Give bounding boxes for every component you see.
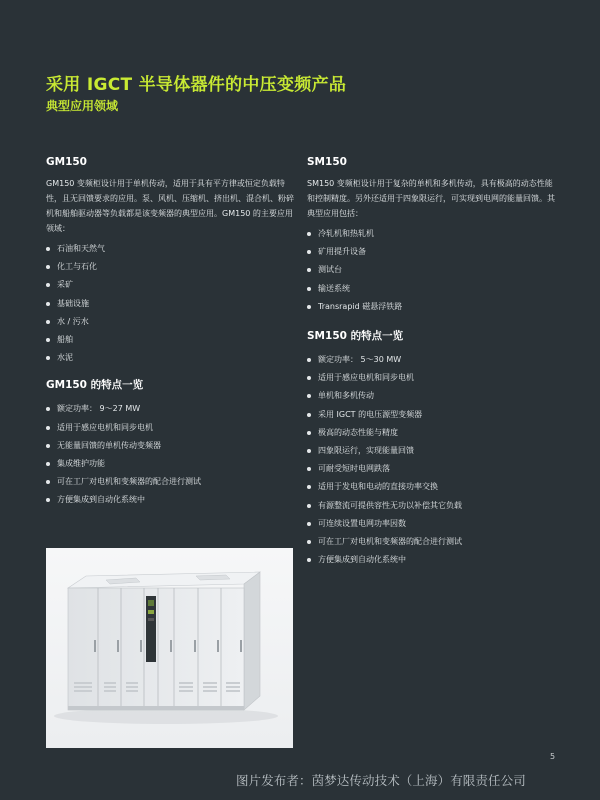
list-item: 采矿 [46,276,296,294]
page-number: 5 [550,752,556,761]
product-photo [46,548,293,748]
gm150-applications-list [46,240,296,367]
gm150-heading: GM150 [46,156,87,168]
list-item: 采用 IGCT 的电压源型变频器 [307,406,557,424]
sm150-features-heading: SM150 的特点一览 [307,330,404,343]
list-item: 船舶 [46,331,296,349]
list-item: 集成维护功能 [46,455,296,473]
list-item: 可耐受短时电网跌落 [307,460,557,478]
bullet-icon [307,232,311,236]
list-item: 水 / 污水 [46,313,296,331]
bullet-icon [307,558,311,562]
bullet-icon [46,247,50,251]
bullet-icon [307,431,311,435]
bullet-icon [307,413,311,417]
bullet-icon [307,268,311,272]
bullet-icon [46,338,50,342]
list-item: 四象限运行，实现能量回馈 [307,442,557,460]
bullet-icon [46,426,50,430]
list-item: 额定功率： 5～30 MW [307,351,557,369]
list-item: 基础设施 [46,295,296,313]
bullet-icon [307,376,311,380]
list-item: 方便集成到自动化系统中 [46,491,296,509]
bullet-icon [46,498,50,502]
list-item: 石油和天然气 [46,240,296,258]
sm150-applications-list [307,225,557,316]
page-title: 采用 IGCT 半导体器件的中压变频产品 [46,75,347,95]
gm150-features-heading: GM150 的特点一览 [46,379,144,392]
bullet-icon [46,320,50,324]
bullet-icon [46,302,50,306]
list-item: 冷轧机和热轧机 [307,225,557,243]
bullet-icon [307,449,311,453]
bullet-icon [307,504,311,508]
drive-cabinet-image [46,548,293,748]
list-item: 适用于感应电机和同步电机 [307,369,557,387]
gm150-features-list [46,400,296,509]
section-subtitle: 典型应用领域 [46,99,119,113]
image-credit: 图片发布者：茵梦达传动技术（上海）有限责任公司 [236,773,526,788]
list-item: 测试台 [307,261,557,279]
list-item: Transrapid 磁悬浮铁路 [307,298,557,316]
bullet-icon [46,283,50,287]
list-item: 水泥 [46,349,296,367]
sm150-column [307,156,557,569]
sm150-description: SM150 变频柜设计用于复杂的单机和多机传动，具有极高的动态性能和控制精度。另外还适用于四象限运行，可实现到电网的能量回馈。其典型应用包括： [307,179,555,218]
bullet-icon [307,305,311,309]
sm150-heading: SM150 [307,156,347,168]
bullet-icon [46,480,50,484]
bullet-icon [46,407,50,411]
bullet-icon [46,444,50,448]
list-item: 方便集成到自动化系统中 [307,551,557,569]
list-item: 可在工厂对电机和变频器的配合进行测试 [46,473,296,491]
list-item: 额定功率： 9～27 MW [46,400,296,418]
list-item: 极高的动态性能与精度 [307,424,557,442]
list-item: 化工与石化 [46,258,296,276]
list-item: 输送系统 [307,280,557,298]
list-item: 适用于感应电机和同步电机 [46,419,296,437]
bullet-icon [307,250,311,254]
list-item: 无能量回馈的单机传动变频器 [46,437,296,455]
bullet-icon [307,358,311,362]
bullet-icon [307,467,311,471]
bullet-icon [46,265,50,269]
bullet-icon [307,540,311,544]
bullet-icon [46,356,50,360]
list-item: 可在工厂对电机和变频器的配合进行测试 [307,533,557,551]
bullet-icon [46,462,50,466]
gm150-column [46,156,296,510]
sm150-features-list [307,351,557,569]
list-item: 单机和多机传动 [307,387,557,405]
bullet-icon [307,394,311,398]
bullet-icon [307,287,311,291]
list-item: 可连续设置电网功率因数 [307,515,557,533]
list-item: 矿用提升设备 [307,243,557,261]
list-item: 适用于发电和电动的直接功率交换 [307,478,557,496]
bullet-icon [307,485,311,489]
list-item: 有源整流可提供容性无功以补偿其它负载 [307,497,557,515]
gm150-description: GM150 变频柜设计用于单机传动，适用于具有平方律或恒定负载特性，且无回馈要求的应用。泵、风机、压缩机、挤出机、混合机、粉碎机和船舶驱动器等负载都是该变频器的典型应用。GM150 的主要应用领域： [46,179,294,233]
bullet-icon [307,522,311,526]
